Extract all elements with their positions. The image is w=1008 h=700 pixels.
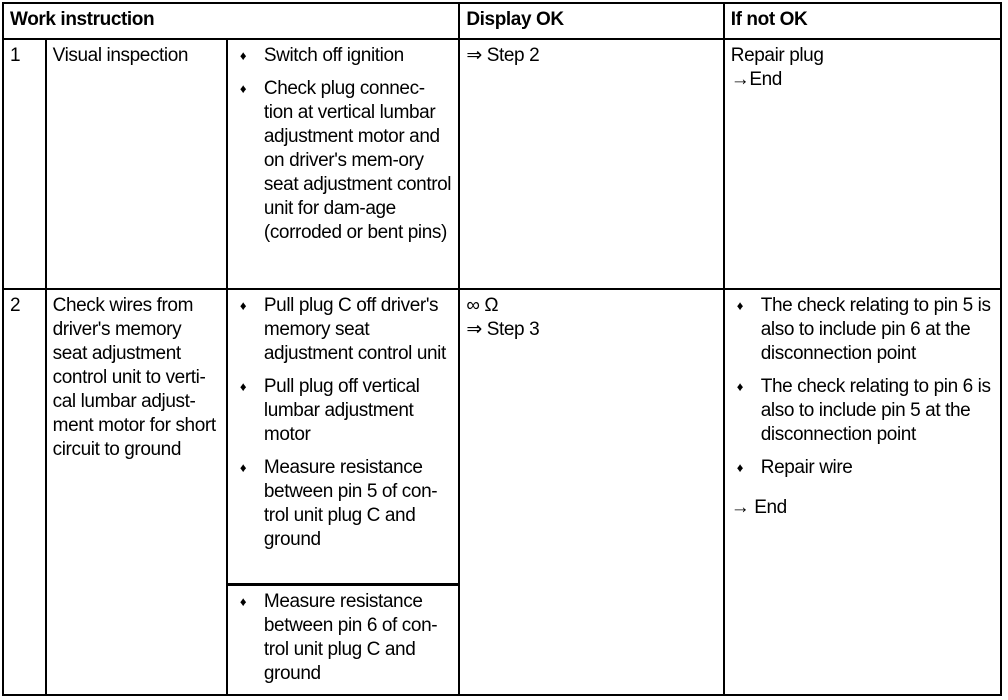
if-not-ok-text: The check relating to pin 5 is also to include pin 6 at the disconnection point [760, 295, 991, 364]
diamond-bullet-icon: ♦ [239, 48, 247, 63]
list-item [731, 456, 994, 480]
diamond-bullet-icon: ♦ [239, 81, 247, 96]
display-ok-text: ⇒ Step 2 [466, 45, 540, 66]
step-actions [227, 289, 459, 585]
display-ok-value: ∞ Ω [466, 295, 499, 316]
diamond-bullet-icon: ♦ [736, 298, 743, 313]
list-item [234, 294, 452, 366]
step-description: Visual inspection [46, 39, 227, 289]
if-not-ok-end: →End [730, 69, 782, 90]
list-item [731, 294, 994, 366]
work-instruction-sheet [2, 2, 1002, 696]
step-number: 1 [3, 39, 46, 289]
action-text: Switch off ignition [263, 45, 404, 66]
action-text: Measure resistance between pin 5 of con-trol unit plug C and ground [263, 457, 438, 550]
display-ok-text: ⇒ Step 3 [466, 319, 540, 340]
if-not-ok-text: Repair wire [760, 457, 853, 478]
display-ok-cell [459, 39, 723, 289]
action-text: Measure resistance between pin 6 of con-trol unit plug C and ground [263, 591, 438, 684]
list-item [234, 44, 452, 68]
if-not-ok-text: The check relating to pin 6 is also to include pin 5 at the disconnection point [760, 376, 991, 445]
action-text: Pull plug C off driver's memory seat adjustment control unit [263, 295, 446, 364]
action-text: Pull plug off vertical lumbar adjustment motor [263, 376, 420, 445]
header-work-instruction: Work instruction [3, 3, 459, 39]
diamond-bullet-icon: ♦ [239, 594, 247, 609]
display-ok-cell [459, 289, 723, 695]
diamond-bullet-icon: ♦ [239, 379, 247, 394]
diamond-bullet-icon: ♦ [239, 460, 247, 475]
step-number: 2 [3, 289, 46, 695]
list-item [234, 456, 452, 552]
list-item [234, 590, 452, 686]
table-row [3, 39, 1001, 289]
diamond-bullet-icon: ♦ [736, 460, 743, 475]
if-not-ok-text: Repair plug [730, 45, 824, 66]
action-list [234, 590, 452, 686]
diamond-bullet-icon: ♦ [239, 298, 247, 313]
step-description: Check wires from driver's memory seat adjustment control unit to verti-cal lumbar adjust-ment motor for short circuit to ground [46, 289, 227, 695]
list-item [234, 375, 452, 447]
header-row [3, 3, 1001, 39]
diamond-bullet-icon: ♦ [736, 379, 743, 394]
list-item [731, 375, 994, 447]
if-not-ok-list [731, 294, 994, 480]
header-if-not-ok: If not OK [724, 3, 1001, 39]
step-actions [227, 39, 459, 289]
if-not-ok-end: → End [730, 497, 787, 518]
action-text: Check plug connec-tion at vertical lumbar adjustment motor and on driver's mem-ory seat adjustment control unit for dam-age (corroded or bent pins) [263, 78, 452, 243]
header-display-ok: Display OK [459, 3, 723, 39]
table-row [3, 289, 1001, 585]
if-not-ok-cell [724, 39, 1001, 289]
list-item [234, 77, 452, 245]
action-list [234, 294, 452, 552]
action-list [234, 44, 452, 245]
if-not-ok-cell [724, 289, 1001, 695]
step-actions [227, 585, 459, 696]
work-instruction-table [2, 2, 1002, 696]
